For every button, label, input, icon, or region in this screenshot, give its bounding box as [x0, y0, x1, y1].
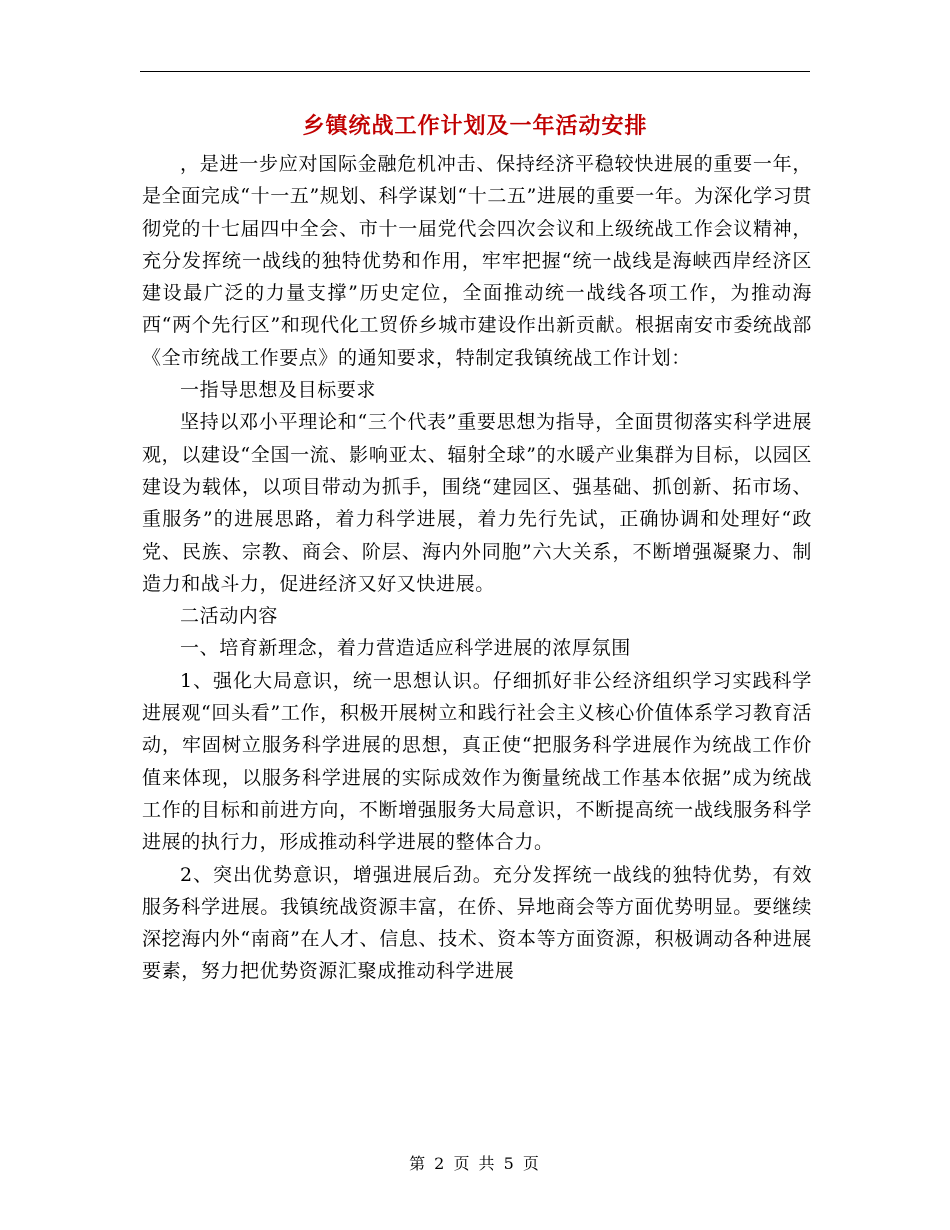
paragraph-item-1: 1、强化大局意识，统一思想认识。仔细抓好非公经济组织学习实践科学进展观“回头看”工作，积极开展树立和践行社会主义核心价值体系学习教育活动，牢固树立服务科学进展的思想，真正使“把服务科学进展作为统战工作价值来体现，以服务科学进展的实际成效作为衡量统战工作基本依据”成为统战工作的目标和前进方向，不断增强服务大局意识，不断提高统一战线服务科学进展的执行力，形成推动科学进展的整体合力。	[142, 669, 812, 854]
paragraph-guiding-thought: 坚持以邓小平理论和“三个代表”重要思想为指导，全面贯彻落实科学进展观，以建设“全国一流、影响亚太、辐射全球”的水暖产业集群为目标，以园区建设为载体，以项目带动为抓手，围绕“建园区、强基础、抓创新、拓市场、重服务”的进展思路，着力科学进展，着力先行先试，正确协调和处理好“政党、民族、宗教、商会、阶层、海内外同胞”六大关系，不断增强凝聚力、制造力和战斗力，促进经济又好又快进展。	[142, 411, 812, 595]
section-heading-guiding-thought: 一指导思想及目标要求	[180, 379, 377, 402]
header-rule	[140, 71, 810, 72]
section-heading-activities: 二活动内容	[180, 605, 279, 628]
page-number: 第 2 页 共 5 页	[409, 1154, 541, 1173]
paragraph-intro: ，是进一步应对国际金融危机冲击、保持经济平稳较快进展的重要一年，是全面完成“十一五”规划、科学谋划“十二五”进展的重要一年。为深化学习贯彻党的十七届四中全会、市十一届党代会四次会议和上级统战工作会议精神，充分发挥统一战线的独特优势和作用，牢牢把握“统一战线是海峡西岸经济区建设最广泛的力量支撑”历史定位，全面推动统一战线各项工作，为推动海西“两个先行区”和现代化工贸侨乡城市建设作出新贡献。根据南安市委统战部《全市统战工作要点》的通知要求，特制定我镇统战工作计划：	[142, 153, 812, 369]
document-title: 乡镇统战工作计划及一年活动安排	[302, 113, 648, 139]
subsection-heading-new-concepts: 一、培育新理念，着力营造适应科学进展的浓厚氛围	[180, 637, 631, 660]
paragraph-item-2: 2、突出优势意识，增强进展后劲。充分发挥统一战线的独特优势，有效服务科学进展。我镇统战资源丰富，在侨、异地商会等方面优势明显。要继续深挖海内外“南商”在人才、信息、技术、资本等方面资源，积极调动各种进展要素，努力把优势资源汇聚成推动科学进展	[142, 863, 812, 983]
document-body	[142, 148, 812, 988]
